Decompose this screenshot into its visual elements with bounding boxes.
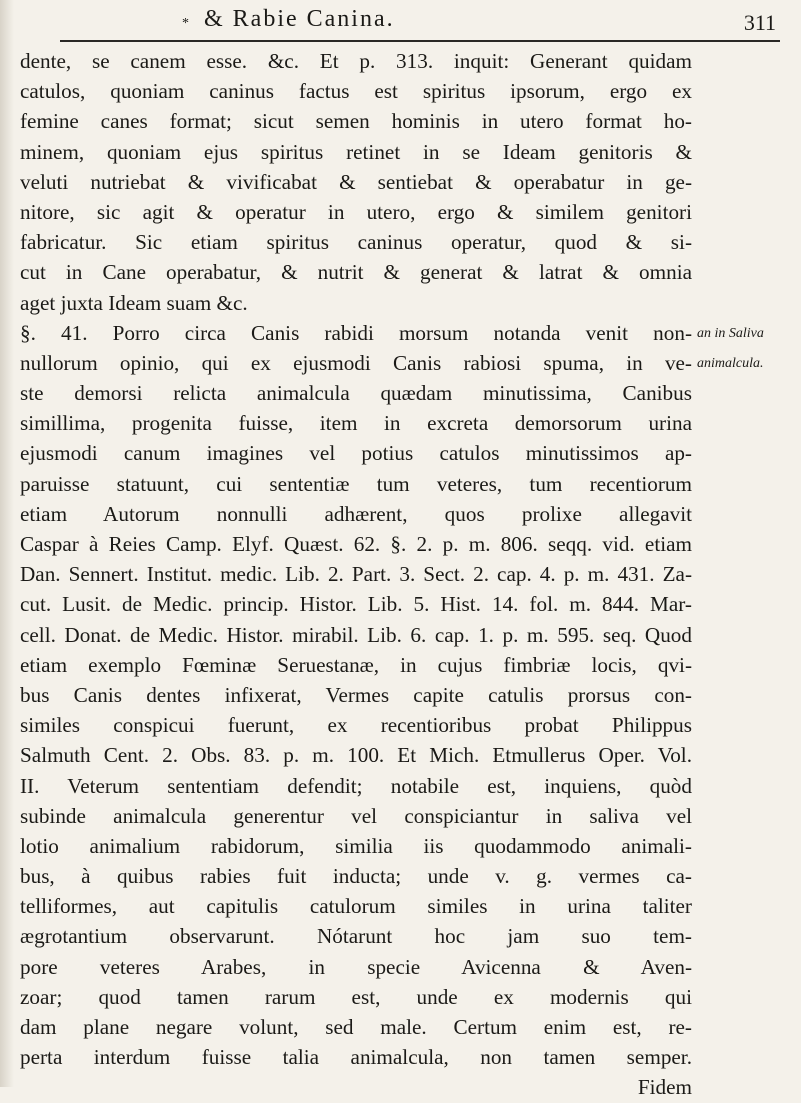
text-line: §. 41. Porro circa Canis rabidi morsum notanda venit non- bbox=[20, 320, 692, 345]
text-line: paruisse statuunt, cui sententiæ tum veteres, tum recentiorum bbox=[20, 471, 692, 496]
text-line: dente, se canem esse. &c. Et p. 313. inquit: Generant quidam bbox=[20, 49, 692, 73]
text-line: pore veteres Arabes, in specie Avicenna & Aven- bbox=[20, 954, 692, 979]
text-line: II. Veterum sententiam defendit; notabile est, inquiens, quòd bbox=[20, 773, 692, 798]
text-line: cut in Cane operabatur, & nutrit & generat & latrat & omnia bbox=[20, 260, 692, 285]
text-line: etiam Autorum nonnulli adhærent, quos prolixe allegavit bbox=[20, 501, 692, 526]
text-line: dam plane negare volunt, sed male. Certum enim est, re- bbox=[20, 1015, 692, 1039]
text-line: similes conspicui fuerunt, ex recentioribus probat Philippus bbox=[20, 713, 692, 738]
text-line: ejusmodi canum imagines vel potius catulos minutissimos ap- bbox=[20, 441, 692, 466]
text-line: nullorum opinio, qui ex ejusmodi Canis rabiosi spuma, in ve- bbox=[20, 350, 692, 375]
text-line: ægrotantium observarunt. Nótarunt hoc jam suo tem- bbox=[20, 924, 692, 949]
header-mark: * bbox=[182, 16, 189, 31]
text-line: simillima, progenita fuisse, item in excreta demorsorum urina bbox=[20, 411, 692, 436]
running-title: & Rabie Canina. bbox=[204, 6, 395, 32]
text-line: Salmuth Cent. 2. Obs. 83. p. m. 100. Et Mich. Etmullerus Oper. Vol. bbox=[20, 743, 692, 768]
text-line: Dan. Sennert. Institut. medic. Lib. 2. Part. 3. Sect. 2. cap. 4. p. m. 431. Za- bbox=[20, 562, 692, 587]
header-rule bbox=[60, 40, 780, 42]
running-header bbox=[180, 6, 780, 42]
text-line: zoar; quod tamen rarum est, unde ex modernis qui bbox=[20, 984, 692, 1009]
text-line: femine canes format; sicut semen hominis in utero format ho- bbox=[20, 109, 692, 134]
text-line: lotio animalium rabidorum, similia iis quodammodo animali- bbox=[20, 833, 692, 858]
text-line: bus Canis dentes infixerat, Vermes capite catulis prorsus con- bbox=[20, 682, 692, 707]
text-line: subinde animalcula generentur vel conspiciantur in saliva vel bbox=[20, 803, 692, 828]
margin-note-line-1: an in Saliva bbox=[697, 326, 764, 341]
text-line: etiam exemplo Fœminæ Seruestanæ, in cujus fimbriæ locis, qvi- bbox=[20, 652, 692, 677]
margin-note-line-2: animalcula. bbox=[697, 356, 764, 371]
text-line: minem, quoniam ejus spiritus retinet in se Ideam genitoris & bbox=[20, 139, 692, 164]
text-line: cut. Lusit. de Medic. princip. Histor. Lib. 5. Hist. 14. fol. m. 844. Mar- bbox=[20, 592, 692, 617]
text-line: aget juxta Ideam suam &c. bbox=[20, 290, 248, 315]
text-line: perta interdum fuisse talia animalcula, non tamen semper. bbox=[20, 1045, 692, 1070]
text-line: fabricatur. Sic etiam spiritus caninus operatur, quod & si- bbox=[20, 230, 692, 255]
binding-gutter bbox=[0, 0, 14, 1087]
body-text bbox=[20, 46, 692, 1103]
text-line: nitore, sic agit & operatur in utero, ergo & similem genitori bbox=[20, 199, 692, 224]
text-line: cell. Donat. de Medic. Histor. mirabil. Lib. 6. cap. 1. p. m. 595. seq. Quod bbox=[20, 622, 692, 647]
text-line: catulos, quoniam caninus factus est spiritus ipsorum, ergo ex bbox=[20, 79, 692, 104]
text-line: Fidem bbox=[637, 1075, 692, 1100]
text-line: ste demorsi relicta animalcula quædam minutissima, Canibus bbox=[20, 381, 692, 406]
text-line: bus, à quibus rabies fuit inducta; unde v. g. vermes ca- bbox=[20, 864, 692, 889]
page-number: 311 bbox=[743, 10, 776, 35]
text-line: telliformes, aut capitulis catulorum similes in urina taliter bbox=[20, 894, 692, 919]
text-line: veluti nutriebat & vivificabat & sentiebat & operabatur in ge- bbox=[20, 169, 692, 194]
text-line: Caspar à Reies Camp. Elyf. Quæst. 62. §. 2. p. m. 806. seqq. vid. etiam bbox=[20, 532, 692, 556]
